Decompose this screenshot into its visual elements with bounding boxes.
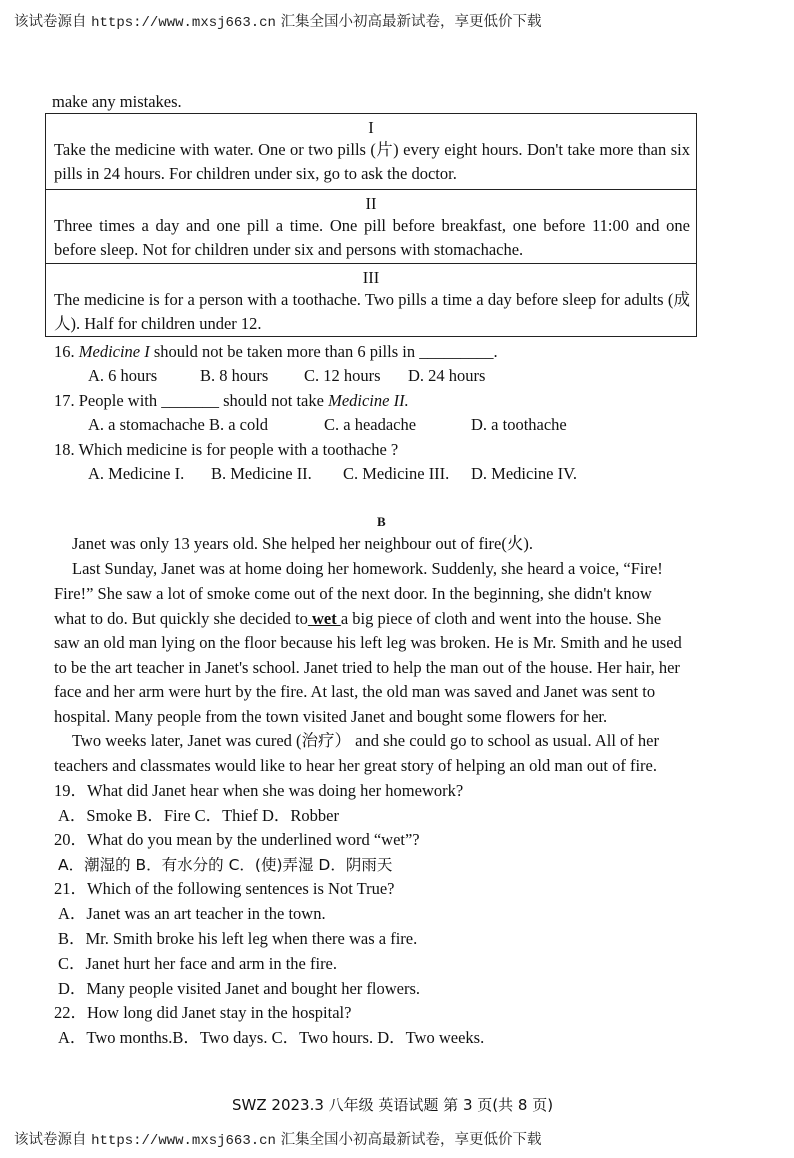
question-20: 20．What do you mean by the underlined word “wet”? — [54, 830, 420, 849]
question-21: 21．Which of the following sentences is Not True? — [54, 879, 395, 898]
option-b[interactable]: B. 8 hours — [200, 366, 269, 385]
header-suffix: 汇集全国小初高最新试卷，享更低价下载 — [280, 1132, 542, 1148]
medicine-text: Three times a day and one pill a time. One pill before breakfast, one before 11:00 and one before sleep. Not for children under six and persons with stomachache. — [54, 216, 690, 259]
question-22-options[interactable]: A．Two months.B．Two days. C．Two hours. D．Two weeks. — [58, 1028, 485, 1047]
section-b-heading: B — [377, 514, 386, 529]
header-prefix: 该试卷源自 — [14, 14, 87, 30]
passage-line: face and her arm were hurt by the fire. At last, the old man was saved and Janet was sent to — [54, 682, 656, 701]
question-17-options — [88, 415, 567, 435]
underlined-word-wet: wet — [307, 609, 341, 628]
medicine-text: The medicine is for a person with a toothache. Two pills a time a day before sleep for adults (成人). Half for children under 12. — [54, 290, 690, 333]
passage-line: Janet was only 13 years old. She helped her neighbour out of fire(火). — [72, 534, 533, 553]
option-d[interactable]: D. 24 hours — [408, 366, 486, 385]
medicine-number: II — [365, 194, 377, 213]
option-d[interactable]: D．Many people visited Janet and bought her flowers. — [58, 979, 421, 998]
header-suffix: 汇集全国小初高最新试卷，享更低价下载 — [280, 14, 542, 30]
option-ab[interactable]: A. a stomachache B. a cold — [88, 415, 269, 434]
passage-line: Two weeks later, Janet was cured (治疗） and she could go to school as usual. All of her — [72, 731, 659, 750]
question-16: 16. Medicine I should not be taken more than 6 pills in _________. — [54, 342, 498, 361]
option-a[interactable]: A. 6 hours — [88, 366, 158, 385]
medicine-row-3 — [46, 263, 696, 337]
option-c[interactable]: C. Medicine III. — [343, 464, 450, 483]
option-c[interactable]: C. a headache — [324, 415, 417, 434]
medicine-row-1 — [46, 114, 696, 189]
medicine-row-2 — [46, 189, 696, 263]
question-16-options — [88, 366, 485, 386]
question-20-options[interactable]: A．潮湿的 B．有水分的 C．(使)弄湿 D．阴雨天 — [58, 856, 393, 874]
passage-line: Fire!” She saw a lot of smoke come out of the next door. In the beginning, she didn't know — [54, 584, 652, 603]
option-c[interactable]: C. 12 hours — [304, 366, 381, 385]
option-d[interactable]: D. Medicine IV. — [471, 464, 578, 483]
medicine-number: I — [368, 118, 374, 137]
option-d[interactable]: D. a toothache — [471, 415, 567, 434]
option-c[interactable]: C．Janet hurt her face and arm in the fire. — [58, 954, 338, 973]
page-footer: SWZ 2023.3 八年级 英语试题 第 3 页(共 8 页) — [232, 1096, 554, 1114]
passage-line: Last Sunday, Janet was at home doing her homework. Suddenly, she heard a voice, “Fire! — [72, 559, 663, 578]
passage-line: saw an old man lying on the floor because his left leg was broken. He is Mr. Smith and he used — [54, 633, 682, 652]
header-url[interactable]: https://www.mxsj663.cn — [91, 1133, 276, 1149]
question-18: 18. Which medicine is for people with a toothache ? — [54, 440, 399, 459]
option-b[interactable]: B. Medicine II. — [211, 464, 312, 483]
passage-line: what to do. But quickly she decided to wet a big piece of cloth and went into the house. She — [54, 609, 662, 628]
option-a[interactable]: A. Medicine I. — [88, 464, 185, 483]
question-18-options — [88, 464, 577, 484]
question-22: 22．How long did Janet stay in the hospital? — [54, 1003, 352, 1022]
source-header-bottom — [14, 1128, 542, 1149]
passage-line: to be the art teacher in Janet's school. Janet tried to help the man out of the house. Her hair, her — [54, 658, 680, 677]
header-prefix: 该试卷源自 — [14, 1132, 87, 1148]
question-19-options[interactable]: A．Smoke B．Fire C．Thief D．Robber — [58, 806, 339, 825]
passage-line: teachers and classmates would like to hear her great story of helping an old man out of fire. — [54, 756, 657, 775]
medicine-table — [45, 113, 697, 337]
intro-tail: make any mistakes. — [52, 92, 182, 111]
option-b[interactable]: B．Mr. Smith broke his left leg when there was a fire. — [58, 929, 418, 948]
question-17: 17. People with _______ should not take Medicine II. — [54, 391, 409, 410]
source-header-top — [14, 10, 542, 31]
header-url[interactable]: https://www.mxsj663.cn — [91, 15, 276, 31]
medicine-text: Take the medicine with water. One or two pills (片) every eight hours. Don't take more than six pills in 24 hours. For children under six, go to ask the doctor. — [54, 140, 690, 183]
question-19: 19．What did Janet hear when she was doing her homework? — [54, 781, 464, 800]
medicine-number: III — [362, 268, 380, 287]
option-a[interactable]: A．Janet was an art teacher in the town. — [58, 904, 326, 923]
passage-line: hospital. Many people from the town visited Janet and bought some flowers for her. — [54, 707, 608, 726]
